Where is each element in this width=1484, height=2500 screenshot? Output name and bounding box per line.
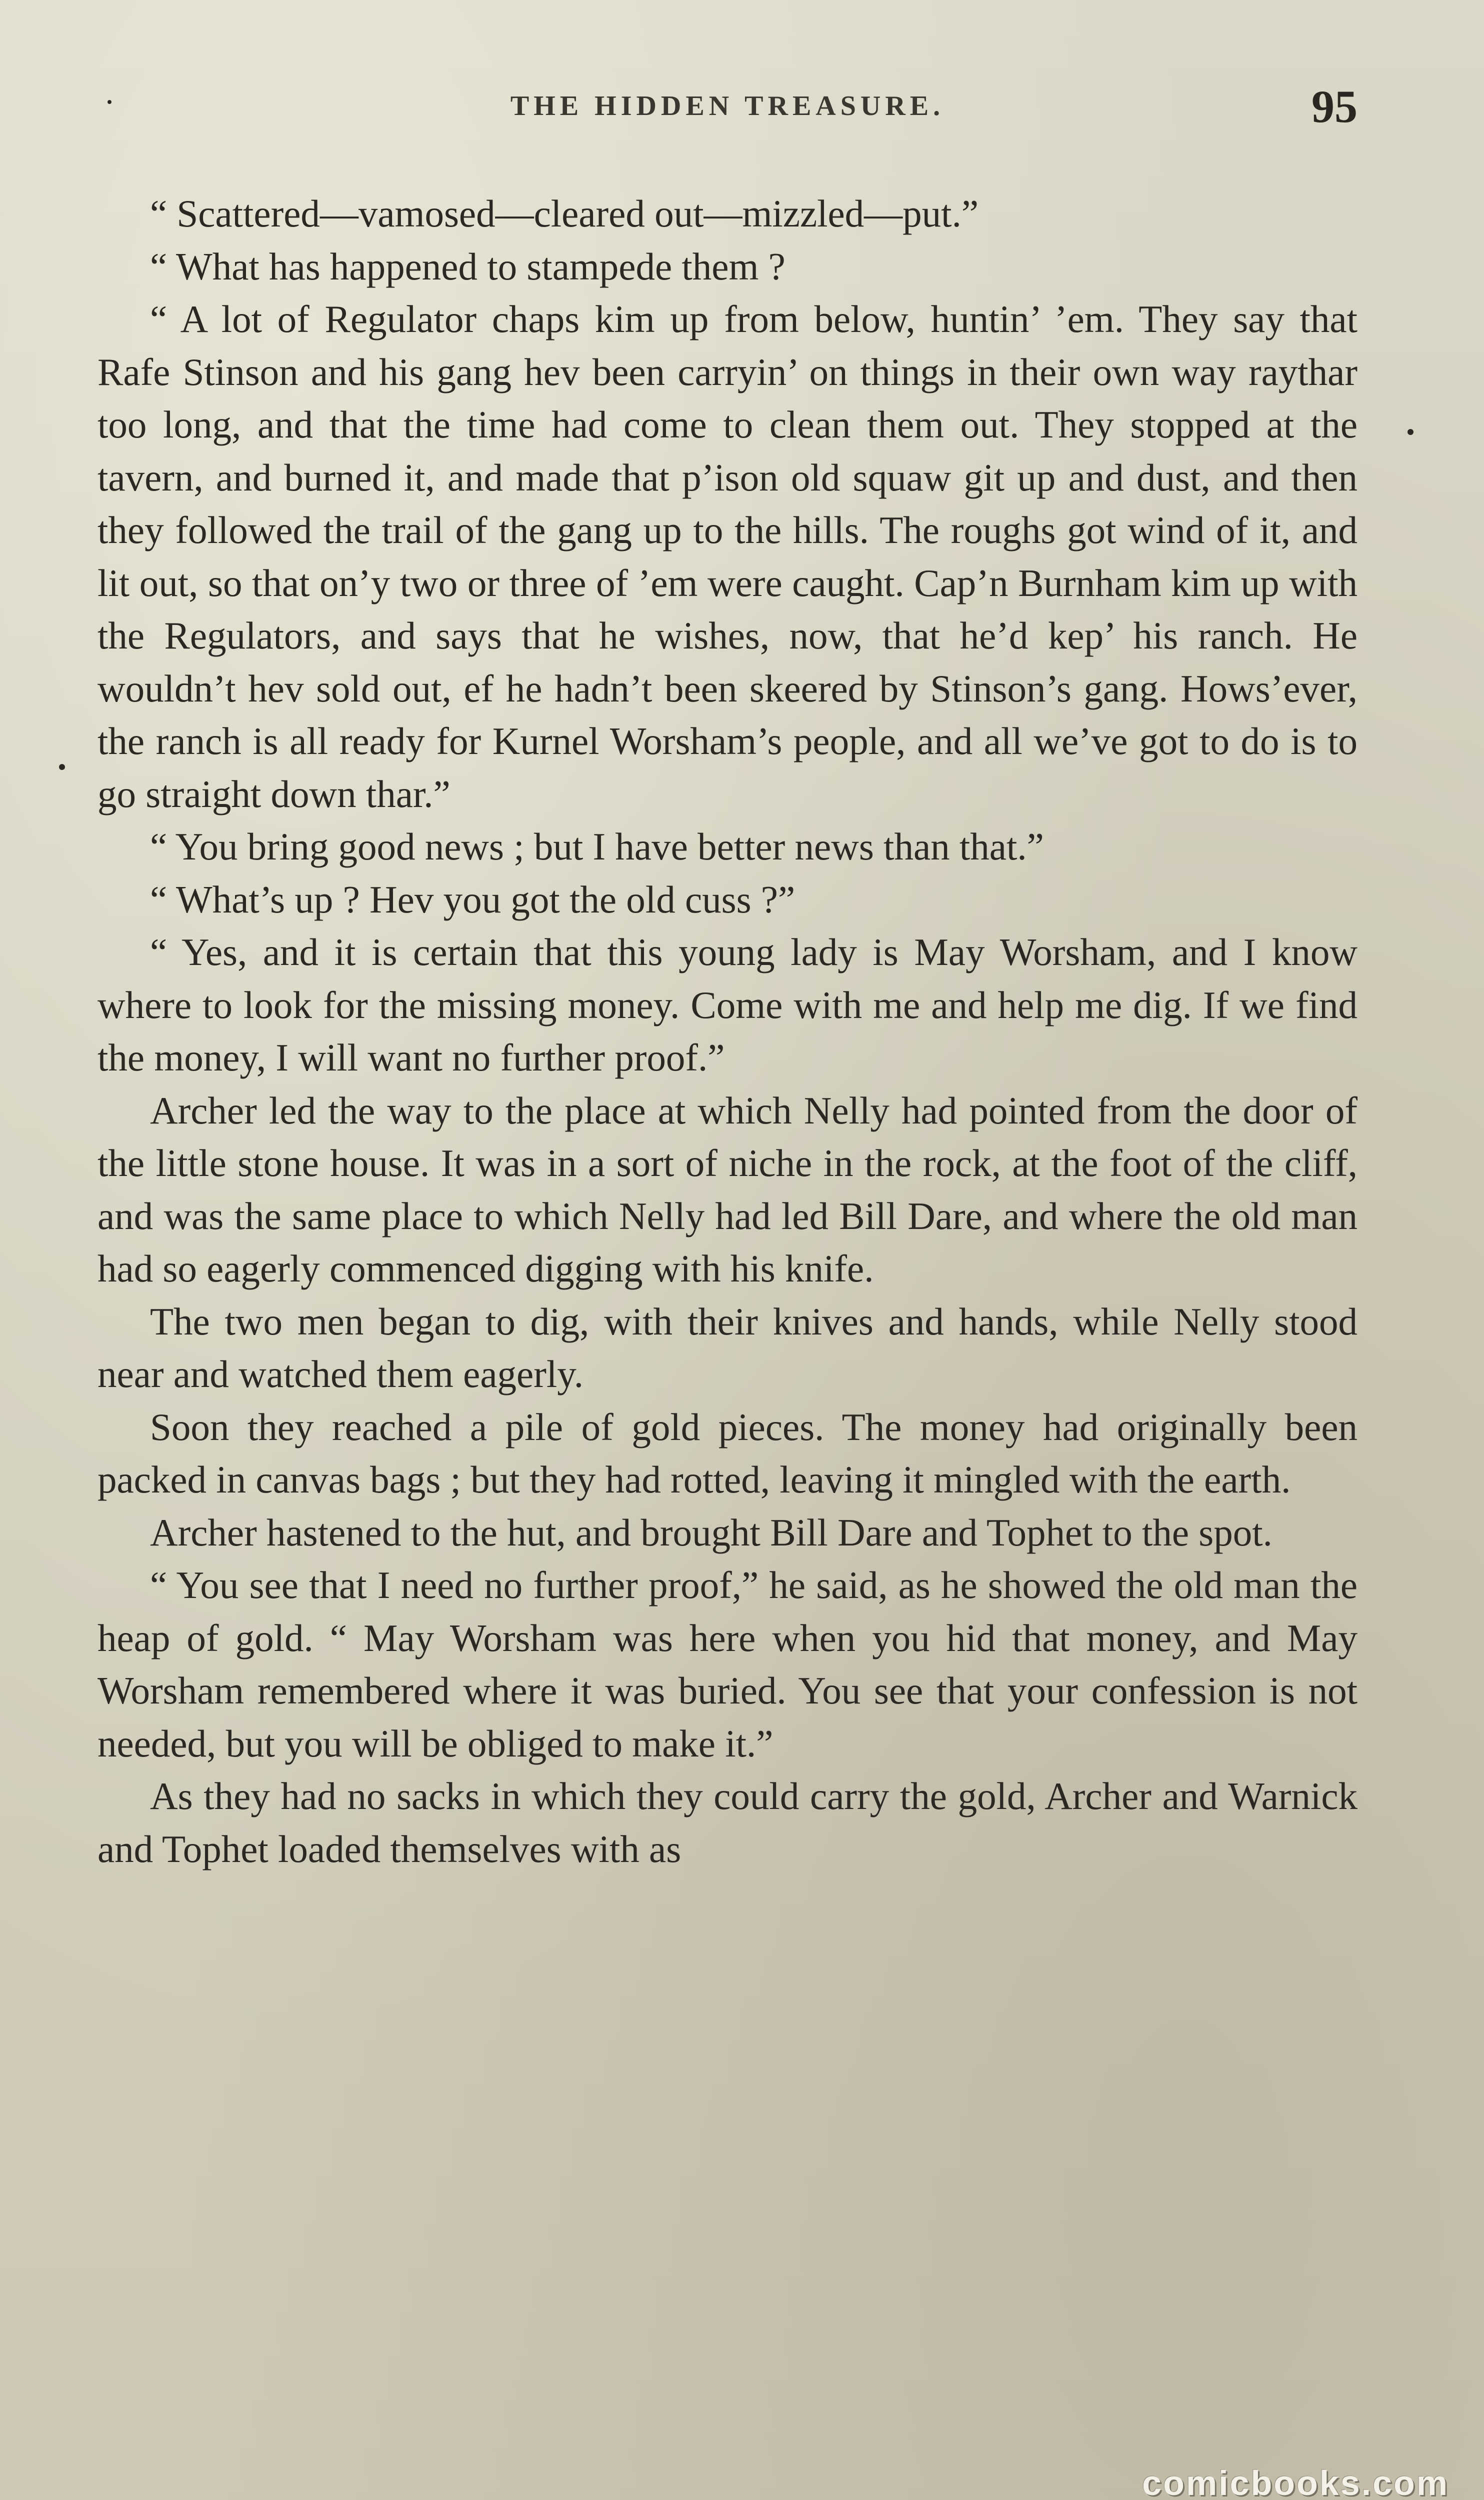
paragraph: Archer led the way to the place at which Nelly had pointed from the door of the little stone house. It was in a sort of niche in the rock, at the foot of the cliff, and was the same place to which Nelly had led Bill Dare, and where the old man had so eagerly commenced digging with his knife. <box>98 1088 1358 1290</box>
paper-speck <box>1408 429 1414 435</box>
paragraph: “ Yes, and it is certain that this young lady is May Worsham, and I know where to look for the missing money. Come with me and help me dig. If we find the money, I will want no further proof.” <box>98 930 1358 1079</box>
paragraph: “ You bring good news ; but I have better news than that.” <box>150 825 1044 868</box>
paragraph: “ You see that I need no further proof,” he said, as he showed the old man the heap of gold. “ May Worsham was here when you hid that money, and May Worsham remembered where it was buried. You see that your confession is not needed, but you will be obliged to make it.” <box>98 1564 1358 1765</box>
paragraph: As they had no sacks in which they could carry the gold, Archer and Warnick and Tophet loaded themselves with as <box>98 1774 1358 1870</box>
page-number: 95 <box>1312 81 1358 132</box>
body-text <box>98 188 1358 1876</box>
paper-speck <box>108 100 112 104</box>
page-header <box>98 80 1358 145</box>
paragraph: Soon they reached a pile of gold pieces. The money had originally been packed in canvas bags ; but they had rotted, leaving it mingled with the earth. <box>98 1405 1358 1501</box>
paragraph: “ Scattered—vamosed—cleared out—mizzled—put.” <box>150 192 979 235</box>
paragraph: “ What has happened to stampede them ? <box>150 244 786 288</box>
paragraph: “ What’s up ? Hev you got the old cuss ?” <box>150 878 796 921</box>
paragraph: “ A lot of Regulator chaps kim up from below, huntin’ ’em. They say that Rafe Stinson and his gang hev been carryin’ on things in their own way raythar too long, and that the time had come to clean them out. They stopped at the tavern, and burned it, and made that p’ison old squaw git up and dust, and then they followed the trail of the gang up to the hills. The roughs got wind of it, and lit out, so that on’y two or three of ’em were caught. Cap’n Burnham kim up with the Regulators, and says that he wishes, now, that he’d kep’ his ranch. He wouldn’t hev sold out, ef he hadn’t been skeered by Stinson’s gang. Hows’ever, the ranch is all ready for Kurnel Worsham’s people, and all we’ve got to do is to go straight down thar.” <box>98 298 1358 816</box>
paper-speck <box>59 764 65 770</box>
paragraph: Archer hastened to the hut, and brought Bill Dare and Tophet to the spot. <box>150 1510 1272 1554</box>
site-watermark: comicbooks.com <box>1142 2464 1449 2500</box>
paragraph: The two men began to dig, with their knives and hands, while Nelly stood near and watched them eagerly. <box>98 1300 1358 1396</box>
running-head: THE HIDDEN TREASURE. <box>510 90 945 122</box>
